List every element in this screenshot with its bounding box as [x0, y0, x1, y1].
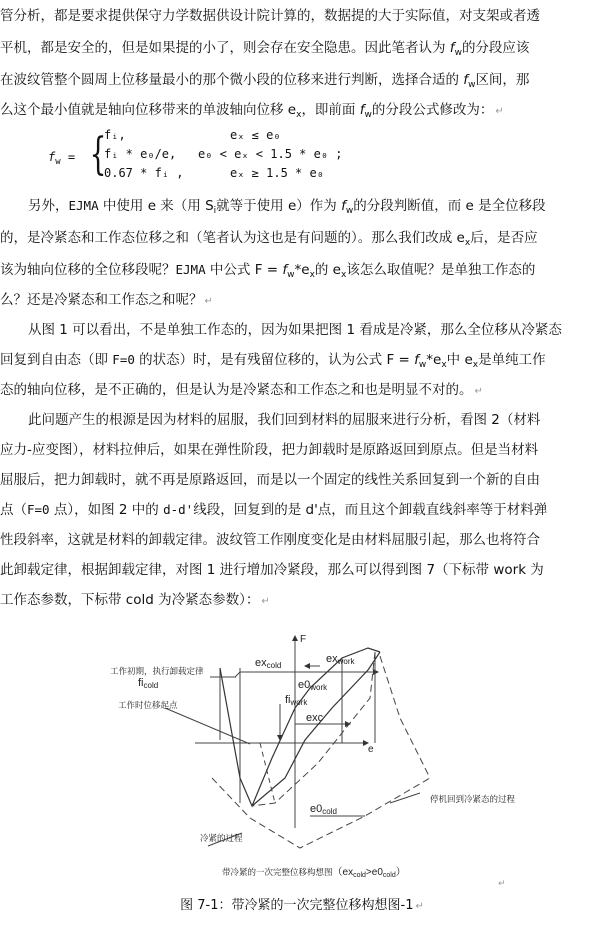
text-line: 点（F=0 点），如图 2 中的 d-d'线段，回复到的是 d'点，而且这个卸载直线斜率等于材料弹 [0, 502, 548, 518]
label-fi-work: fiwork [285, 694, 308, 707]
label-exc: exc [306, 712, 324, 724]
text-line: 么？还是冷紧态和工作态之和呢？ ↵ [0, 292, 213, 308]
paragraph-mark: ↵ [261, 596, 270, 607]
axis-label-e: e [368, 744, 374, 755]
label-e0-work: e0work [298, 679, 328, 692]
text-line: 另外，EJMA 中使用 e 来（用 $S_i$就等于使用 e）作为 $f_w$的分段判断值，而 e 是全位移段 [28, 198, 546, 216]
text-line: 应力-应变图），材料拉伸后，如果在弹性阶段，把力卸载时是原路返回到原点。但是当材料 [0, 442, 539, 458]
label-e0-cold: e0cold [310, 803, 337, 816]
label-ex-cold: excold [255, 657, 282, 670]
text-line: 性段斜率，这就是材料的卸载定律。波纹管工作刚度变化是由材料屈服引起，那么也将符合 [0, 532, 540, 548]
formula-cond-2: e₀ < eₓ < 1.5 * e₀ ; [198, 147, 343, 161]
text-line: 管分析，都是要求提供保守力学数据供设计院计算的，数据提的大于实际值，对支架或者透 [0, 8, 540, 24]
text-line: 态的轴向位移，是不正确的，但是认为是冷紧态和工作态之和也是明显不对的。 ↵ [0, 382, 483, 398]
formula-row-3: 0.67 * fᵢ , [104, 166, 184, 180]
text-line: 在波纹管整个圆周上位移量最小的那个微小段的位移来进行判断，选择合适的 $f_w$区间，那 [0, 72, 530, 90]
brace-icon: { [89, 129, 107, 180]
text-line: 此卸载定律，根据卸载定律，对图 1 进行增加冷紧段，那么可以得到图 7（下标带 work 为 [0, 562, 544, 578]
label-initial-unloading: 工作初期，执行卸载定律 [110, 666, 204, 676]
formula-cond-3: eₓ ≥ 1.5 * e₀ [230, 166, 324, 180]
formula-cond-1: eₓ ≤ e₀ [230, 128, 281, 142]
text-line: 从图 1 可以看出，不是单独工作态的，因为如果把图 1 看成是冷紧，那么全位移从冷紧态 [28, 322, 562, 338]
label-cold-process: 冷紧的过程 [200, 833, 243, 843]
paragraph-mark: ↵ [474, 386, 483, 397]
text-line: 此问题产生的根源是因为材料的屈服，我们回到材料的屈服来进行分析，看图 2（材料 [28, 412, 541, 428]
figure-caption: 图 7-1：带冷紧的一次完整位移构想图-1 ↵ [180, 898, 424, 913]
paragraph-mark: ↵ [498, 879, 506, 889]
piecewise-formula [48, 128, 343, 188]
text-line: 的，是冷紧态和工作态位移之和（笔者认为这也是有问题的）。那么我们改成 $e_x$后，是否应 [0, 230, 538, 248]
displacement-diagram [100, 628, 530, 890]
axis-label-f: F [300, 634, 307, 645]
text-line: 回复到自由态（即 F=0 的状态）时，是有残留位移的，认为公式 $F = f_w*e_x$中 $e_x$是单纯工作 [0, 352, 546, 370]
paragraph-mark: ↵ [495, 106, 504, 117]
paragraph-mark: ↵ [204, 296, 213, 307]
label-fi-cold: ficold [138, 677, 159, 690]
formula-lhs: $f_w$ = [48, 150, 76, 167]
text-line: 工作态参数，下标带 cold 为冷紧态参数）： ↵ [0, 592, 270, 608]
text-line: 屈服后，把力卸载时，就不再是原路返回，而是以一个固定的线性关系回复到一个新的自由 [0, 472, 540, 488]
text-line: 该为轴向位移的全位移段呢？EJMA 中公式 $F = f_w*e_x$的 $e_x$该怎么取值呢？是单独工作态的 [0, 262, 536, 280]
label-ex-work: exwork [326, 653, 355, 666]
text-line: 平机，都是安全的，但是如果提的小了，则会存在安全隐患。因此笔者认为 $f_w$的分段应该 [0, 40, 530, 58]
label-stop-return: 停机回到冷紧态的过程 [430, 794, 516, 804]
label-work-start: 工作时位移起点 [118, 700, 178, 710]
text-line: 么这个最小值就是轴向位移带来的单波轴向位移 $e_x$，即前面 $f_w$的分段公式修改为： ↵ [0, 102, 504, 120]
figure-bottom-label: 带冷紧的一次完整位移构想图$(ex_{cold}>e0_{cold})$ [222, 867, 406, 879]
formula-row-1: fᵢ, [104, 128, 126, 142]
formula-row-2: fᵢ * e₀/e, [104, 147, 177, 161]
